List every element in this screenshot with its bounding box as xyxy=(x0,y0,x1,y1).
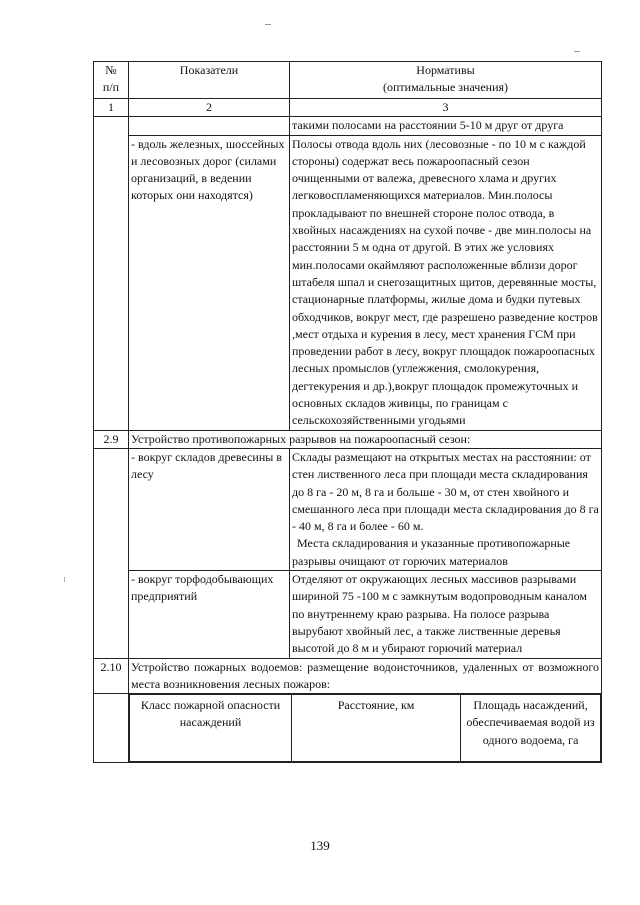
numbering-cell: 1 xyxy=(94,99,129,117)
indicator-roads-cell: - вдоль железных, шоссейных и лесовозных дорог (силами организаций, в ведении которых они находятся) xyxy=(129,135,290,430)
table-row xyxy=(94,135,602,430)
section-number: 2.10 xyxy=(94,658,129,694)
table-row xyxy=(94,117,602,135)
table-numbering-row xyxy=(94,99,602,117)
subtable-header-row xyxy=(94,694,602,763)
scan-mark xyxy=(574,51,580,52)
header-norms-cell: Нормативы (оптимальные значения) xyxy=(290,62,602,99)
table-row xyxy=(94,571,602,658)
header-number-cell: № п/п xyxy=(94,62,129,99)
empty-number-cell xyxy=(94,694,129,763)
empty-indicator-cell xyxy=(129,117,290,135)
page-number: 139 xyxy=(310,838,330,853)
section-title: Устройство пожарных водоемов: размещение водоисточников, удаленных от возможного места возникновения лесных пожаров: xyxy=(129,658,602,694)
norms-table xyxy=(93,61,602,763)
norm-roads-cell: Полосы отвода вдоль них (лесовозные - по 10 м с каждой стороны) содержат весь пожароопасный сезон очищенными от валежа, древесного хлама и других легковоспламеняющихся материалов. Мин.полосы прокладывают по внешней стороне полос отвода, в хвойных насаждениях на сухой почве - две мин.полосы на расстоянии 5 м одна от другой. В этих же условиях мин.полосами окаймляют расположенные вблизи дорог штабеля шпал и снегозащитных щитов, деревянные мосты, стационарные платформы, жилые дома и будки путевых обходчиков, вокруг мест, где разрешено разведение костров ,мест отдыха и курения в лесу, мест хранения ГСМ при проведении работ в лесу, вокруг площадок пожароопасных лесных промыслов (углежжения, смолокурения, дегтекурения и др.),вокруг площадок промежуточных и основных складов живицы, по границам с сельскохозяйственными угодьями xyxy=(290,135,602,430)
norm-peat-cell: Отделяют от окружающих лесных массивов разрывами шириной 75 -100 м с замкнутым водопроводным каналом по внутреннему краю разрыва. На полосе разрыва вырубают хвойный лес, а также лиственные деревья высотой до 8 м и убирают горючий материал xyxy=(290,571,602,658)
numbering-cell: 3 xyxy=(290,99,602,117)
section-header-row xyxy=(94,430,602,448)
scan-mark xyxy=(265,24,271,25)
numbering-cell: 2 xyxy=(129,99,290,117)
subheader-area: Площадь насаждений, обеспечиваемая водой из одного водоема, га xyxy=(461,695,601,762)
empty-number-cell xyxy=(94,117,129,430)
section-title: Устройство противопожарных разрывов на пожароопасный сезон: xyxy=(129,430,602,448)
subheader-distance: Расстояние, км xyxy=(292,695,461,762)
table-header-row xyxy=(94,62,602,99)
empty-number-cell xyxy=(94,448,129,658)
section-header-row xyxy=(94,658,602,694)
header-indicators-cell: Показатели xyxy=(129,62,290,99)
norm-wood-storage-cell: Склады размещают на открытых местах на расстоянии: от стен лиственного леса при площади места складирования до 8 га - 20 м, 8 га и больше - 30 м, от стен хвойного и смешанного леса при площади места складирования до 8 га - 40 м, 8 га и более - 60 м. Места складирования и указанные противопожарные разрывы очищают от горючих материалов xyxy=(290,448,602,570)
section-number: 2.9 xyxy=(94,430,129,448)
indicator-peat-cell: - вокруг торфодобывающих предприятий xyxy=(129,571,290,658)
subtable-container xyxy=(129,694,602,763)
scan-mark xyxy=(64,577,65,582)
indicator-wood-storage-cell: - вокруг складов древесины в лесу xyxy=(129,448,290,570)
water-reservoir-subtable xyxy=(129,694,601,762)
subheader-hazard-class: Класс пожарной опасности насаждений xyxy=(130,695,292,762)
table-row xyxy=(94,448,602,570)
continuation-norm-cell: такими полосами на расстоянии 5-10 м друг от друга xyxy=(290,117,602,135)
